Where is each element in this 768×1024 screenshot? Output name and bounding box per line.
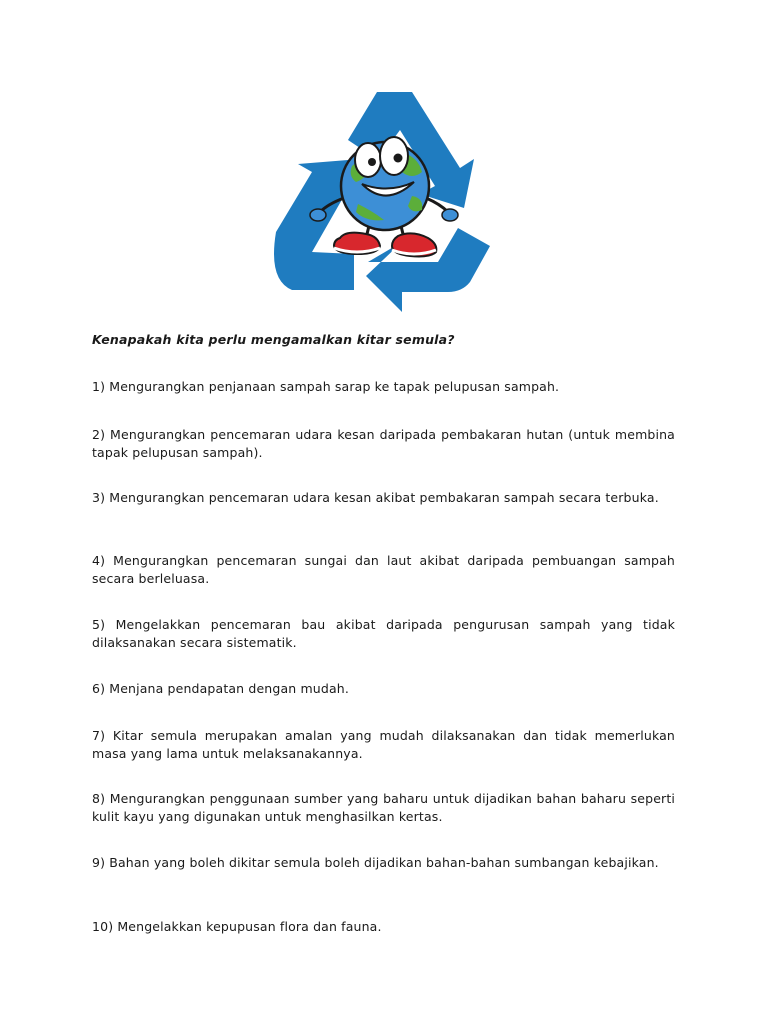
list-item: 2) Mengurangkan pencemaran udara kesan daripada pembakaran hutan (untuk membina tapak pelupusan sampah). bbox=[92, 427, 675, 460]
list-item: 8) Mengurangkan penggunaan sumber yang baharu untuk dijadikan bahan baharu seperti kulit kayu yang digunakan untuk menghasilkan kertas. bbox=[92, 791, 675, 824]
list-item: 6) Menjana pendapatan dengan mudah. bbox=[92, 681, 349, 696]
question-heading: Kenapakah kita perlu mengamalkan kitar semula? bbox=[92, 332, 455, 347]
list-item: 9) Bahan yang boleh dikitar semula boleh dijadikan bahan-bahan sumbangan kebajikan. bbox=[92, 855, 659, 870]
recycle-earth-mascot-icon bbox=[262, 86, 506, 318]
list-item: 1) Mengurangkan penjanaan sampah sarap ke tapak pelupusan sampah. bbox=[92, 379, 560, 394]
list-item: 4) Mengurangkan pencemaran sungai dan laut akibat daripada pembuangan sampah secara berleluasa. bbox=[92, 553, 675, 586]
list-item: 5) Mengelakkan pencemaran bau akibat daripada pengurusan sampah yang tidak dilaksanakan secara sistematik. bbox=[92, 617, 675, 650]
list-item: 3) Mengurangkan pencemaran udara kesan akibat pembakaran sampah secara terbuka. bbox=[92, 490, 659, 505]
list-item: 10) Mengelakkan kepupusan flora dan fauna. bbox=[92, 919, 382, 934]
list-item: 7) Kitar semula merupakan amalan yang mudah dilaksanakan dan tidak memerlukan masa yang lama untuk melaksanakannya. bbox=[92, 728, 675, 761]
